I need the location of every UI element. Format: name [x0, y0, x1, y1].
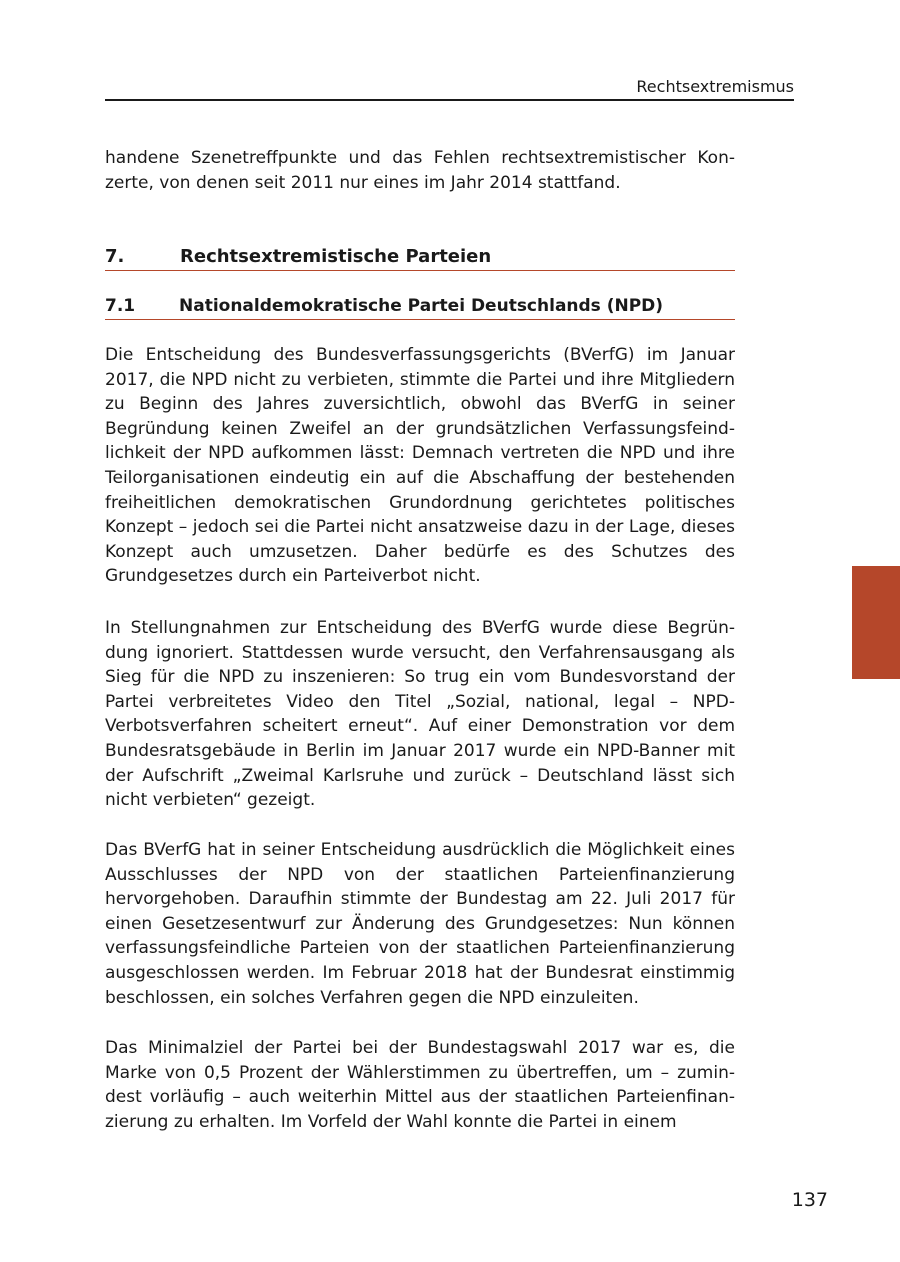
section-number: 7.: [105, 246, 125, 267]
subsection-number: 7.1: [105, 296, 136, 316]
page-number: 137: [791, 1189, 828, 1211]
section-title: Rechtsextremistische Parteien: [180, 246, 492, 267]
chapter-tab-marker: [852, 566, 900, 679]
running-head: [105, 75, 794, 101]
paragraph-bverfg-decision: Die Entscheidung des Bundesverfassungsgerichts (BVerfG) im Januar 2017, die NPD nicht zu verbieten, stimmte die Partei und ihre Mitgliedern zu Beginn des Jahres zuversichtlich, obwohl das BVerfG in seiner Begründung keinen Zweifel an der grundsätzlichen Verfassungsfeindlichkeit der NPD aufkommen lässt: Demnach vertreten die NPD und ihre Teilorganisationen eindeutig ein auf die Abschaffung der bestehenden freiheitlichen demokratischen Grundordnung gerichtetes politisches Konzept – jedoch sei die Partei nicht ansatzweise dazu in der Lage, dieses Konzept auch umzusetzen. Daher bedürfe es des Schutzes des Grundgesetzes durch ein Parteiverbot nicht.: [105, 345, 735, 587]
paragraph-election-goal: Das Minimalziel der Partei bei der Bundestagswahl 2017 war es, die Marke von 0,5 Prozent der Wählerstimmen zu übertreffen, um – zumindest vorläufig – auch weiterhin Mittel aus der staatlichen Parteienfinanzierung zu erhalten. Im Vorfeld der Wahl konnte die Partei in einem: [105, 1038, 735, 1132]
subsection-title: Nationaldemokratische Partei Deutschlands (NPD): [179, 296, 664, 316]
running-title: Rechtsextremismus: [636, 77, 794, 96]
paragraph-carryover: handene Szenetreffpunkte und das Fehlen rechtsextremistischer Konzerte, von denen seit 2011 nur eines im Jahr 2014 stattfand.: [105, 148, 735, 193]
section-heading: [105, 244, 735, 271]
paragraph-party-financing: Das BVerfG hat in seiner Entscheidung ausdrücklich die Möglichkeit eines Ausschlusses der NPD von der staatlichen Parteienfinanzierung hervorgehoben. Daraufhin stimmte der Bundestag am 22. Juli 2017 für einen Gesetzesentwurf zur Änderung des Grundgesetzes: Nun können verfassungsfeindliche Parteien von der staatlichen Parteienfinanzierung ausgeschlossen werden. Im Februar 2018 hat der Bundesrat einstimmig beschlossen, ein solches Verfahren gegen die NPD einzuleiten.: [105, 840, 735, 1008]
paragraph-statements: In Stellungnahmen zur Entscheidung des BVerfG wurde diese Begründung ignoriert. Stattdessen wurde versucht, den Verfahrensausgang als Sieg für die NPD zu inszenieren: So trug ein vom Bundesvorstand der Partei verbreitetes Video den Titel „Sozial, national, legal – NPD-Verbotsverfahren scheitert erneut“. Auf einer Demonstration vor dem Bundesratsgebäude in Berlin im Januar 2017 wurde ein NPD-Banner mit der Aufschrift „Zweimal Karlsruhe und zurück – Deutschland lässt sich nicht verbieten“ gezeigt.: [105, 618, 735, 811]
subsection-heading: [105, 294, 735, 320]
